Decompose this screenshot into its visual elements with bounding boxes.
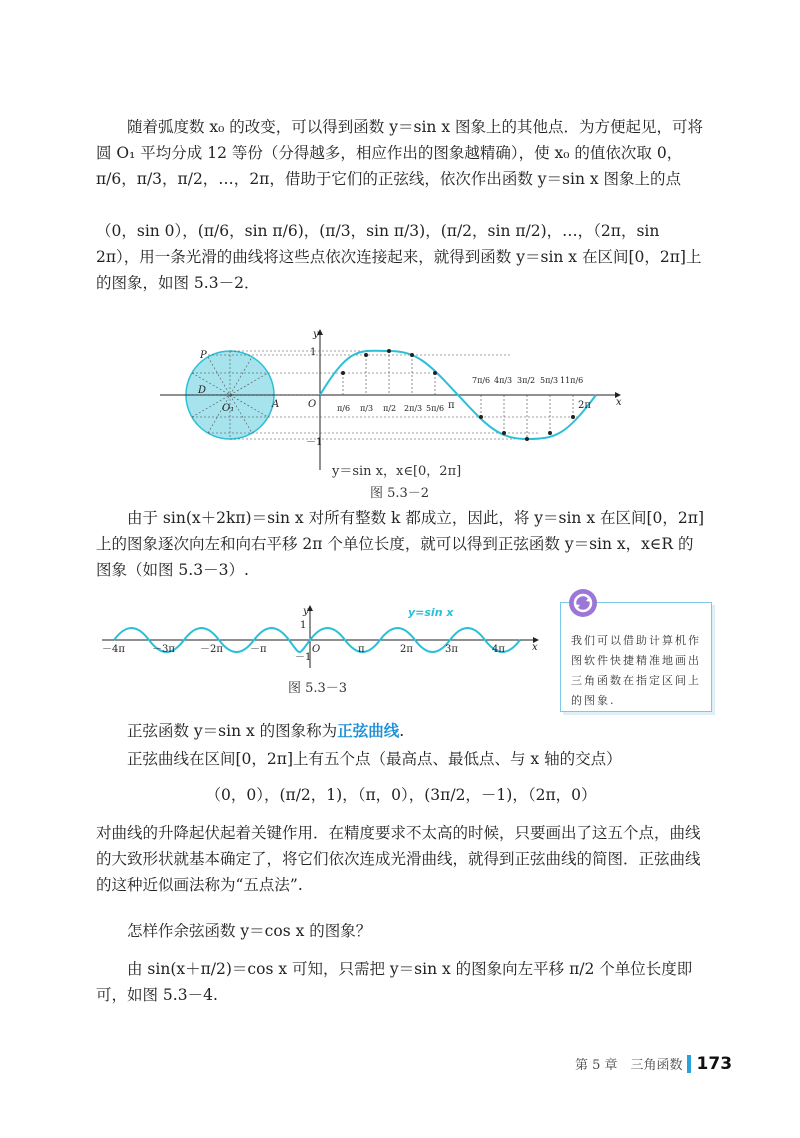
top-tick-2: π/3	[360, 404, 374, 413]
top-tick-3: π/2	[383, 404, 397, 413]
top-tick-4: 2π/3	[404, 404, 423, 413]
paragraph-4: 正弦曲线在区间[0，2π]上有五个点（最高点、最低点、与 x 轴的交点）	[127, 750, 622, 768]
fig3-neg-one: －1	[295, 652, 312, 663]
paragraph-3	[96, 718, 706, 744]
fig2-caption: 图 5.3－2	[370, 486, 430, 501]
fig3-tick-4: －π	[250, 644, 267, 655]
fig3-tick-7: 3π	[445, 644, 458, 655]
fig3-one: 1	[300, 620, 307, 631]
side-note	[560, 602, 712, 712]
fig3-caption: 图 5.3－3	[288, 681, 348, 696]
tick-2pi: 2π	[578, 400, 591, 411]
fig2-formula: y＝sin x，x∈[0，2π]	[332, 464, 462, 479]
bottom-tick-4: 5π/3	[540, 376, 559, 385]
fig3-tick-5: π	[358, 644, 365, 655]
paragraph-7: 由 sin(x＋π/2)＝cos x 可知，只需把 y＝sin x 的图象向左平移 π/2 个单位长度即可，如图 5.3－4.	[96, 960, 693, 1004]
top-tick-1: π/6	[337, 404, 351, 413]
point-d-label: D	[198, 385, 207, 396]
cycle-icon	[567, 587, 599, 619]
paragraph-1b: （0，sin 0），(π/6，sin π/6)，(π/3，sin π/3)，(π/2，sin π/2)，…，（2π，sin 2π），用一条光滑的曲线将这些点依次连接起来，就得到函数 y＝sin x 在区间[0，2π]上的图象，如图 5.3－2．	[96, 222, 702, 292]
tick-one: 1	[310, 347, 317, 358]
bottom-tick-1: 7π/6	[472, 376, 491, 385]
top-tick-5: 5π/6	[426, 404, 445, 413]
p3-post: .	[399, 722, 405, 740]
fig3-tick-6: 2π	[400, 644, 413, 655]
figure-5-3-3	[100, 600, 545, 670]
five-points: （0，0），(π/2，1)，（π，0），(3π/2，－1)，（2π，0）	[205, 786, 597, 804]
fig3-x-label: x	[532, 642, 538, 653]
fig3-tick-8: 4π	[492, 644, 505, 655]
bottom-tick-3: 3π/2	[517, 376, 536, 385]
point-p-label: P	[200, 350, 207, 361]
bottom-tick-2: 4π/3	[494, 376, 513, 385]
fig3-y-label: y	[303, 606, 309, 617]
tick-pi: π	[448, 400, 455, 411]
paragraph-5: 对曲线的升降起伏起着关键作用．在精度要求不太高的时候，只要画出了这五个点，曲线的大致形状就基本确定了，将它们依次连成光滑曲线，就得到正弦曲线的简图．正弦曲线的这种近似画法称为“五点法”.	[96, 824, 701, 894]
sine-curve-term: 正弦曲线	[337, 722, 400, 740]
page-number: 173	[696, 1054, 733, 1074]
fig3-curve-label: y=sin x	[408, 606, 454, 619]
tick-neg-one: －1	[306, 437, 323, 448]
center-o1-label: O₁	[222, 403, 235, 414]
page-footer	[575, 1054, 732, 1074]
bottom-tick-5: 11π/6	[560, 376, 584, 385]
fig3-tick-3: －2π	[200, 644, 223, 655]
paragraph-2: 由于 sin(x＋2kπ)＝sin x 对所有整数 k 都成立，因此，将 y＝sin x 在区间[0，2π]上的图象逐次向左和向右平移 2π 个单位长度，就可以得到正弦函数 y＝sin x，x∈R 的图象（如图 5.3－3）.	[96, 509, 705, 579]
fig3-tick-1: －4π	[102, 644, 125, 655]
footer-divider	[687, 1055, 691, 1073]
x-axis-label: x	[616, 397, 622, 408]
y-axis-label: y	[313, 329, 319, 340]
paragraph-1: 随着弧度数 x₀ 的改变，可以得到函数 y＝sin x 图象上的其他点．为方便起见，可将圆 O₁ 平均分成 12 等份（分得越多，相应作出的图象越精确），使 x₀ 的值依次取 0，π/6，π/3，π/2，…，2π，借助于它们的正弦线，依次作出函数 y＝sin x 图象上的点	[96, 118, 703, 188]
p3-pre: 正弦函数 y＝sin x 的图象称为	[127, 722, 338, 740]
point-a-label: A	[272, 399, 280, 410]
side-note-text: 我们可以借助计算机作图软件快捷精准地画出三角函数在指定区间上的图象.	[571, 634, 701, 707]
origin-label: O	[308, 399, 317, 410]
fig3-tick-2: －3π	[152, 644, 175, 655]
fig3-origin: O	[312, 644, 321, 655]
paragraph-6: 怎样作余弦函数 y＝cos x 的图象？	[127, 922, 372, 940]
figure-5-3-2	[160, 325, 630, 475]
chapter-label: 第 5 章 三角函数	[575, 1058, 683, 1073]
